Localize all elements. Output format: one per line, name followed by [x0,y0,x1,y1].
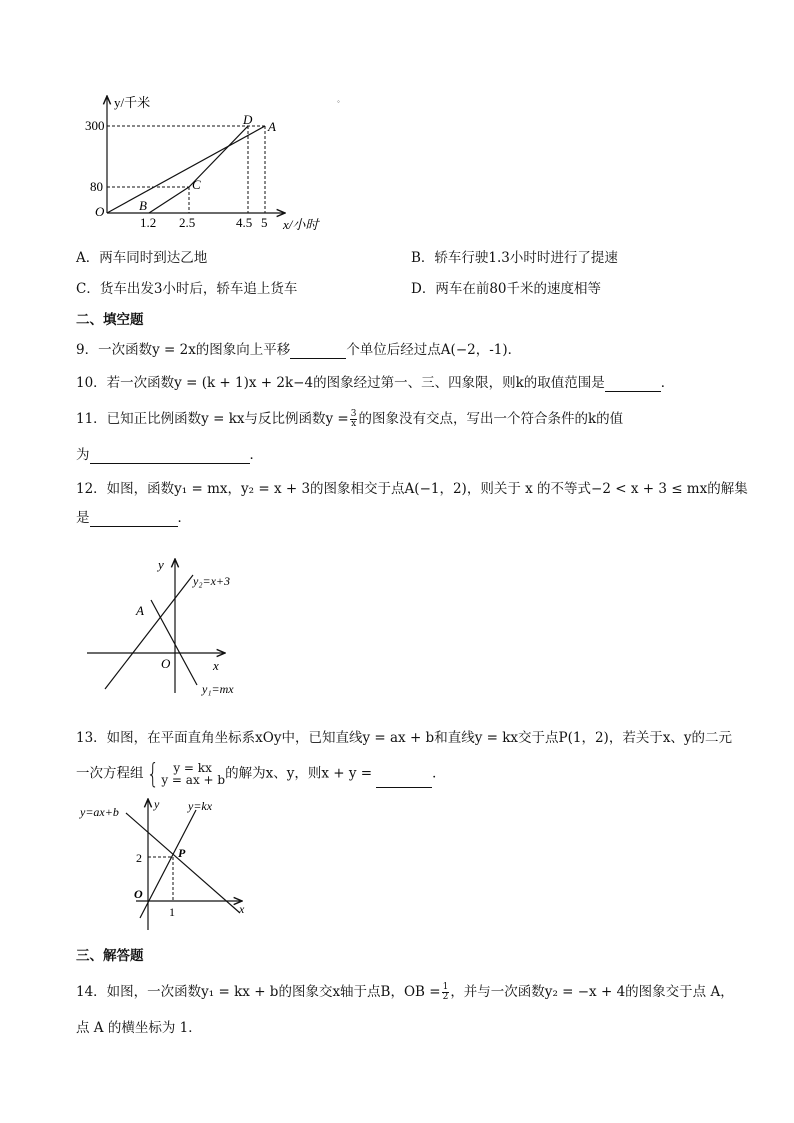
line-ax-plus-b-label: y=ax+b [80,805,119,819]
q10-answer-blank[interactable] [605,377,661,392]
y-tick-2: 2 [136,851,142,865]
section-3-title: 三、解答题 [76,948,144,964]
y-tick-80: 80 [90,179,103,194]
q11-line2-post: ． [249,447,263,463]
line-kx-label: y=kx [188,799,213,813]
point-c-label: C [192,177,201,192]
x-tick-4-5: 4.5 [236,215,253,230]
q13-line2-post: ． [432,765,446,782]
line-ax-plus-b [126,813,240,913]
q8-option-d: D．两车在前80千米的速度相等 [411,281,602,297]
q14-text-pre: 14．如图，一次函数y₁ = kx + b的图象交x轴于点B，OB = [76,984,441,1000]
x-tick-1-2: 1.2 [140,215,157,230]
intersection-graph-13 [78,795,253,935]
y-axis-label: y [158,557,164,572]
q11-fraction [350,410,358,429]
q9-answer-blank[interactable] [290,344,346,359]
question-14-line1 [76,983,734,1002]
q12-answer-blank[interactable] [90,512,178,527]
section-2-title: 二、填空题 [76,312,144,328]
question-10 [76,374,674,392]
question-12-line2 [76,509,191,527]
stray-mark: ◦ [337,97,340,106]
question-11-line1 [76,410,623,429]
question-12-line1: 12．如图，函数y₁ = mx，y₂ = x + 3的图象相交于点A(−1，2)，则关于 x 的不等式−2 < x + 3 ≤ mx的解集 [76,481,748,497]
q11-text-post: 的图象没有交点，写出一个符合条件的k的值 [358,411,624,427]
q9-text-pre: 9．一次函数y = 2x的图象向上平移 [76,342,291,358]
point-b-label: B [139,198,147,213]
question-13-line2 [76,757,446,790]
point-a-label: A [136,603,144,618]
point-p-label: P [178,846,186,860]
y-axis-label: y [154,797,160,811]
x-tick-1: 1 [169,905,175,919]
intersection-graph-12 [85,553,260,703]
q14-frac-den: 2 [442,992,449,1002]
q14-frac-num: 1 [442,982,449,992]
q13-line2-mid: 的解为x、y，则x + y = [225,765,373,782]
q11-frac-den: x [351,419,357,429]
q13-equation-system [144,757,226,790]
q8-option-c: C．货车出发3小时后，轿车追上货车 [76,281,298,297]
x-axis-label: x [239,902,245,916]
q11-frac-num: 3 [350,409,357,419]
y2-line-label: y₂=x+3 [193,574,231,588]
question-14-line2: 点 A 的横坐标为 1． [76,1020,202,1036]
line-y2 [105,575,193,689]
x-axis-label: x/小时 [283,217,319,232]
q8-option-a: A．两车同时到达乙地 [76,250,208,266]
question-13-line1: 13．如图，在平面直角坐标系xOy中，已知直线y = ax + b和直线y = kx交于点P(1，2)，若关于x、y的二元 [76,730,733,746]
q11-line2-pre: 为 [76,447,90,463]
q13-line2-pre: 一次方程组 [76,765,144,782]
x-axis-label: x [213,658,219,673]
q12-line2-post: ． [177,510,191,526]
question-9 [76,341,521,359]
q14-fraction [442,983,450,1002]
x-tick-5: 5 [261,215,268,230]
q13-eq2: y = ax + b [161,773,226,787]
q12-line2-pre: 是 [76,510,90,526]
q10-text-pre: 10．若一次函数y = (k + 1)x + 2k−4的图象经过第一、三、四象限，则k的取值范围是 [76,375,605,391]
q10-text-post: ． [660,375,675,391]
q9-text-post: 个单位后经过点A(−2，-1)． [346,342,522,358]
point-d-label: D [243,112,253,127]
origin-label: O [134,887,143,901]
point-a-label: A [268,119,276,134]
line-y1 [151,600,197,685]
origin-label: O [161,656,171,671]
q8-option-b: B．轿车行驶1.3小时时进行了提速 [411,250,618,266]
car-line-BC [149,187,189,213]
y-axis-label: y/千米 [114,95,151,110]
question-11-line2 [76,446,263,464]
distance-time-graph [85,88,345,238]
q14-text-post: ，并与一次函数y₂ = −x + 4的图象交于点 A， [450,984,734,1000]
brace-icon: { [146,757,159,790]
q11-answer-blank[interactable] [90,449,250,464]
x-tick-2-5: 2.5 [179,215,196,230]
q13-answer-blank[interactable] [376,773,432,788]
truck-line-OA [107,126,265,213]
y1-line-label: y₁=mx [202,682,234,696]
origin-label: O [95,204,105,219]
q11-text-pre: 11．已知正比例函数y = kx与反比例函数y = [76,411,349,427]
y-tick-300: 300 [85,118,105,133]
q13-eq1: y = kx [173,761,212,775]
